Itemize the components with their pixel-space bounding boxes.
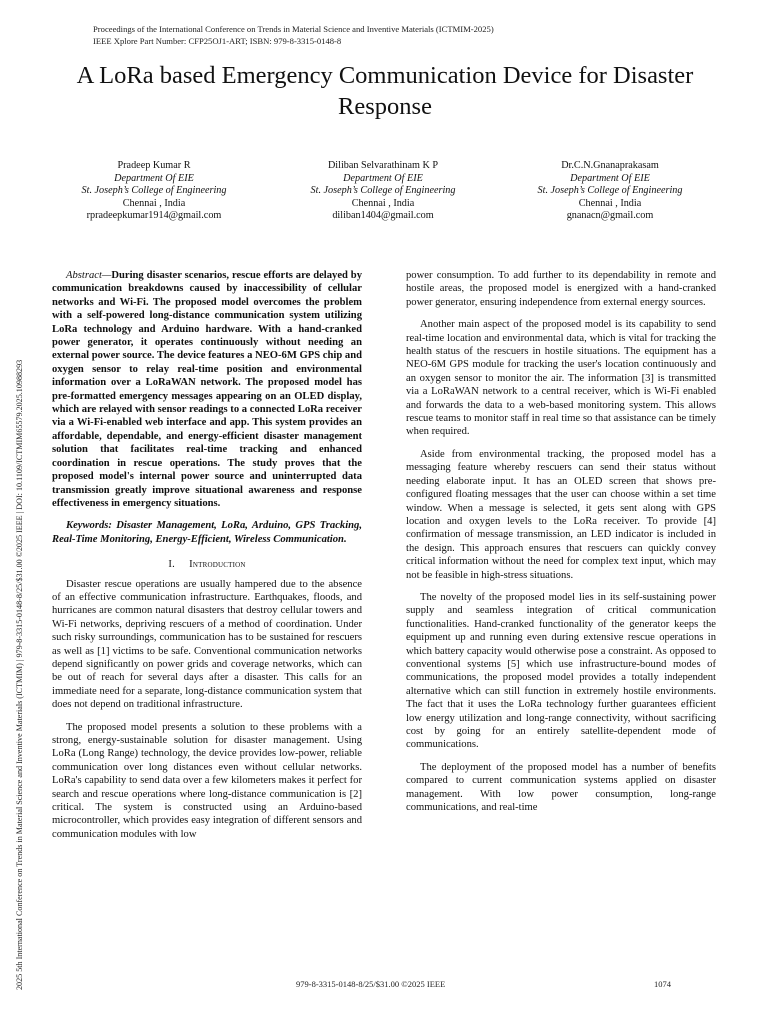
author-dept: Department Of EIE: [114, 172, 194, 184]
author-email: diliban1404@gmail.com: [332, 210, 434, 221]
author-block-3: [510, 160, 710, 223]
paragraph: The novelty of the proposed model lies in its self-sustaining power supply and seamless integration of critical communication functionalities. Hand-cranked functionality of the generator keeps the equipment up and running even during extensive rescue operations in which battery capacity would otherwise pose a constraint. As opposed to conventional systems [5] which use infrastructure-bound modes of communications, the proposed model provides a totally independent alternative which can still function in extremely hostile environments. The fact that it uses the LoRa technology further guarantees efficient low energy utilization and long-range connectivity, without sacrificing cost by going for an entirely satellite-dependent mode of communications.: [406, 591, 716, 751]
conference-header: [93, 24, 494, 47]
abstract-text: During disaster scenarios, rescue efforts are delayed by communication breakdowns caused by inaccessibility of cellular networks and Wi-Fi. The proposed model overcomes the problem with a self-powered long-distance communication system utilizing LoRa technology and Arduino hardware. With a hand-cranked power generator, it operates continuously without needing an external power source. The device features a NEO-6M GPS chip and oxygen sensor to relay real-time position and environmental information over a LoRaWAN network. The proposed model has pre-formatted emergency messages appearing on an OLED display, which are relayed with sensor readings to a connected LoRa receiver via a Wi-Fi-enabled web interface and app. This system provides an affordable, dependable, and energy-efficient disaster management solution that facilitates real-time tracking and enhanced coordination in rescue operations. The study proves that the proposed model's internal power source and uninterrupted data transmission greatly improve situational awareness and response effectiveness in emergency situations.: [52, 270, 362, 509]
abstract-label: Abstract—: [66, 270, 112, 281]
author-block-1: [54, 160, 254, 223]
author-email: rpradeepkumar1914@gmail.com: [86, 210, 222, 221]
keywords-label: Keywords:: [66, 520, 112, 532]
section-heading: [52, 558, 362, 571]
paragraph: The proposed model presents a solution to these problems with a strong, energy-sustainable solution for disaster management. Using LoRa (Long Range) technology, the device provides low-power, reliable communication over long distances even without cellular networks. LoRa's capability to send data over a few kilometers makes it perfect for search and rescue operations where long-distance communication is [2] critical. The system is constructed using an Arduino-based microcontroller, which provides easy integration of different sensors and communication modules with low: [52, 721, 362, 840]
author-name: Pradeep Kumar R: [117, 160, 191, 171]
paragraph: power consumption. To add further to its dependability in remote and hostile areas, the proposed model is energized with a hand-cranked power generator, ensuring independence from external energy sources.: [406, 270, 716, 308]
author-dept: Department Of EIE: [570, 172, 650, 184]
side-doi-text: 2025 5th International Conference on Trends in Material Science and Inventive Materials (ICTMIM) | 979-8-3315-0148-8/25/$31.00 ©2025 IEEE | DOI: 10.1109/ICTMIM65579.2025.10988293: [15, 359, 24, 990]
right-column: [406, 269, 716, 823]
header-line-2: IEEE Xplore Part Number: CFP25OJ1-ART; ISBN: 979-8-3315-0148-8: [93, 35, 342, 46]
author-college: St. Joseph’s College of Engineering: [310, 185, 456, 196]
author-block-2: [283, 160, 483, 223]
page-number: 1074: [654, 979, 671, 989]
author-email: gnanacn@gmail.com: [566, 210, 654, 221]
keywords-text: Disaster Management, LoRa, Arduino, GPS Tracking, Real-Time Monitoring, Energy-Efficient, Wireless Communication.: [52, 520, 362, 545]
author-city: Chennai , India: [122, 197, 186, 209]
keywords: [52, 519, 362, 546]
author-name: Dr.C.N.Gnanaprakasam: [561, 160, 659, 171]
author-dept: Department Of EIE: [343, 172, 423, 184]
paragraph: Another main aspect of the proposed model is its capability to send real-time location and environmental data, which is vital for tracking the health status of the rescuers in hostile situations. The equipment has a NEO-6M GPS module for tracking the user's location continuously and an oxygen sensor to monitor the air. The information [3] is transmitted via a LoRaWAN network to a central receiver, which is Wi-Fi enabled and forwards the data to a web-based monitoring system. This allows rescue teams to monitor staff in real time so that assistance can be timely when required.: [406, 319, 716, 438]
author-name: Diliban Selvarathinam K P: [327, 160, 439, 171]
paragraph: Aside from environmental tracking, the proposed model has a messaging feature whereby rescuers can send their status without needing elaborate input. It has an OLED screen that shows pre-configured floating messages that the user can choose within a set time window. When a message is selected, it gets sent along with GPS location and oxygen levels to the LoRa receiver. To provide [4] confirmation of message transmission, an LED indicator is included in the design. This approach ensures that rescuers can quickly convey critical information without the need for complex text input, which may not be feasible in high-stress situations.: [406, 448, 716, 581]
header-line-1: Proceedings of the International Conference on Trends in Material Science and Inventive Materials (ICTMIM-2025): [93, 24, 494, 34]
section-title: Introduction: [189, 559, 246, 571]
paper-title: A LoRa based Emergency Communication Device for Disaster Response: [76, 62, 694, 120]
paragraph: The deployment of the proposed model has a number of benefits compared to current communication systems applied on disaster management. With low power consumption, long-range communications, and real-time: [406, 761, 716, 814]
author-city: Chennai , India: [351, 197, 415, 209]
section-number: I.: [168, 559, 175, 571]
abstract: [52, 269, 362, 510]
paragraph: Disaster rescue operations are usually hampered due to the absence of an effective communication infrastructure. Earthquakes, floods, and hurricanes are common natural disasters that destroy cellular towers and Wi-Fi networks, depriving rescuers of a method of coordination. Under such risky surroundings, communication has to be sustained for rescuers as well as [1] victims to be safe. Conventional communication networks depend significantly on power grids and coverage networks, which can be out of reach for several days after a disaster. This calls for an immediate need for a separate, long-distance communication system that does not depend on traditional infrastructure.: [52, 578, 362, 711]
left-column: [52, 269, 362, 850]
author-city: Chennai , India: [578, 197, 642, 209]
footer-copyright: 979-8-3315-0148-8/25/$31.00 ©2025 IEEE: [296, 979, 446, 989]
author-college: St. Joseph’s College of Engineering: [537, 185, 683, 196]
author-college: St. Joseph’s College of Engineering: [81, 185, 227, 196]
